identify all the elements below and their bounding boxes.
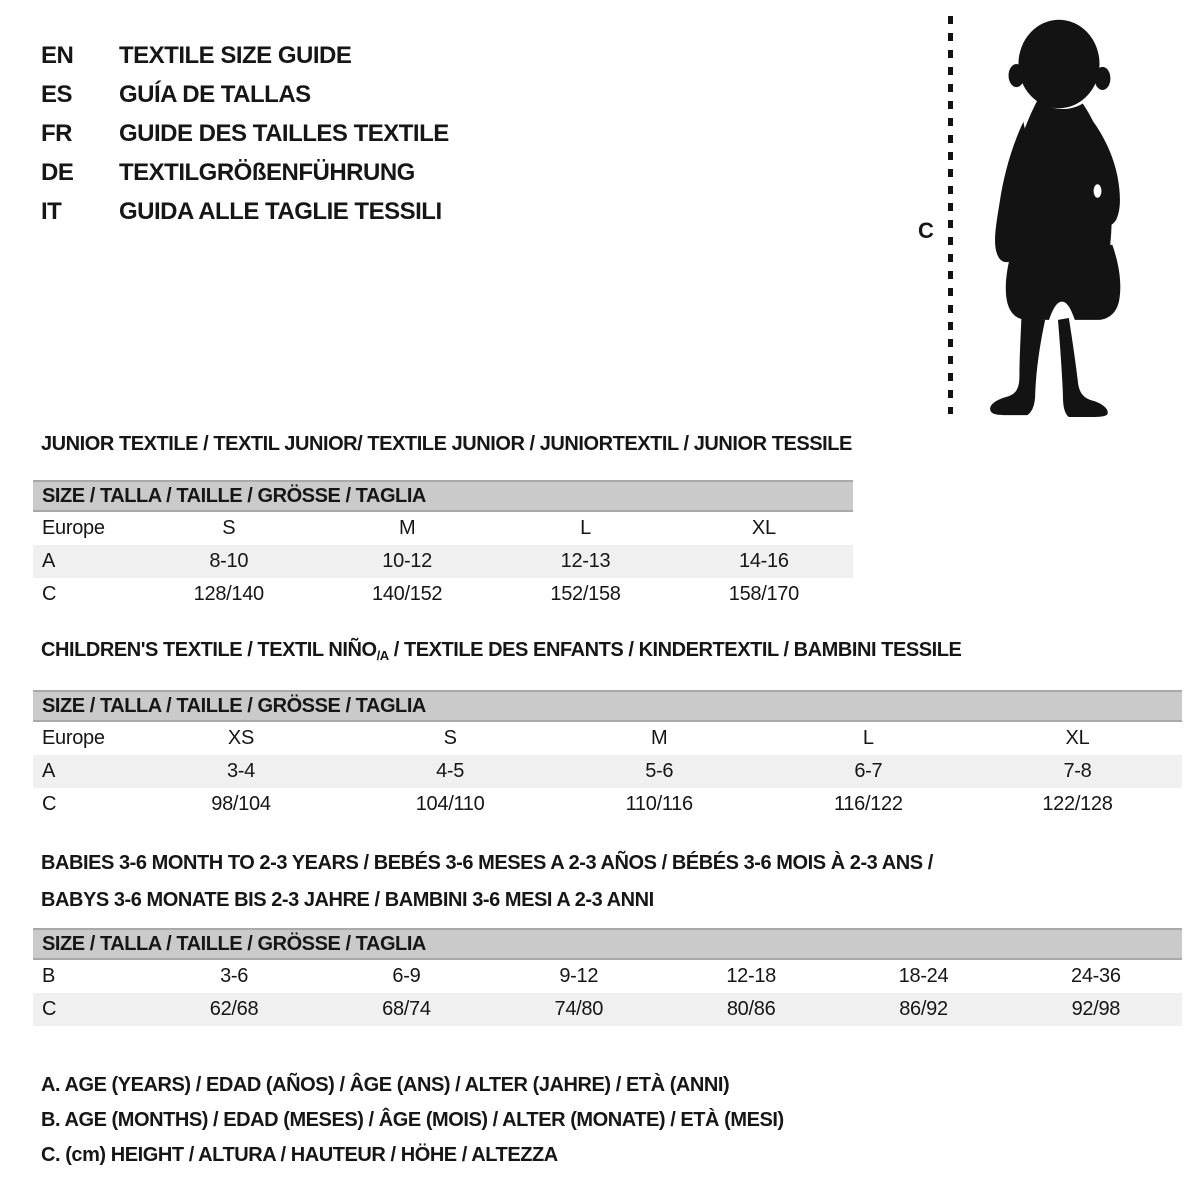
table-cell: 3-6 <box>220 965 249 987</box>
language-label: TEXTILE SIZE GUIDE <box>119 41 352 69</box>
junior-row-a <box>33 545 853 578</box>
legend-line-c: C. (cm) HEIGHT / ALTURA / HAUTEUR / HÖHE / ALTEZZA <box>41 1144 558 1166</box>
children-size-table <box>33 690 1182 821</box>
language-row-fr <box>41 114 449 153</box>
language-code: EN <box>41 41 74 69</box>
babies-row-c <box>33 993 1182 1026</box>
legend <box>41 1068 784 1173</box>
table-cell: 10-12 <box>382 550 432 572</box>
babies-size-table <box>33 928 1182 1026</box>
language-row-en <box>41 36 449 75</box>
children-row-europe <box>33 722 1182 755</box>
table-cell: M <box>398 517 416 539</box>
language-label: GUIDA ALLE TAGLIE TESSILI <box>119 197 442 225</box>
junior-size-table <box>33 480 853 611</box>
table-cell: 12-13 <box>560 550 611 572</box>
table-cell: 18-24 <box>898 965 949 987</box>
legend-line-b: B. AGE (MONTHS) / EDAD (MESES) / ÂGE (MOIS) / ALTER (MONATE) / ETÀ (MESI) <box>41 1109 784 1131</box>
row-label: C <box>42 583 57 605</box>
babies-row-b <box>33 960 1182 993</box>
table-cell: 7-8 <box>1063 760 1092 782</box>
junior-size-header-bar: SIZE / TALLA / TAILLE / GRÖSSE / TAGLIA <box>33 480 853 512</box>
language-row-it <box>41 192 449 231</box>
row-label: B <box>42 965 56 987</box>
table-cell: S <box>443 727 457 749</box>
table-cell: M <box>651 727 668 749</box>
table-cell: 6-9 <box>392 965 421 987</box>
table-cell: 3-4 <box>226 760 255 782</box>
table-cell: 12-18 <box>726 965 776 987</box>
table-cell: 4-5 <box>436 760 465 782</box>
junior-section-title: JUNIOR TEXTILE / TEXTIL JUNIOR/ TEXTILE JUNIOR / JUNIORTEXTIL / JUNIOR TESSILE <box>41 433 852 455</box>
children-title-suffix: / TEXTILE DES ENFANTS / KINDERTEXTIL / BAMBINI TESSILE <box>388 639 962 661</box>
row-label: Europe <box>42 517 105 539</box>
junior-row-europe <box>33 512 853 545</box>
table-cell: 68/74 <box>382 998 431 1020</box>
table-cell: 128/140 <box>193 583 264 605</box>
table-cell: 5-6 <box>645 760 674 782</box>
row-label: A <box>42 760 56 782</box>
language-label: GUÍA DE TALLAS <box>119 80 311 108</box>
language-label: TEXTILGRÖßENFÜHRUNG <box>119 158 415 186</box>
language-code: IT <box>41 197 62 225</box>
babies-title-line1: BABIES 3-6 MONTH TO 2-3 YEARS / BEBÉS 3-6 MESES A 2-3 AÑOS / BÉBÉS 3-6 MOIS À 2-3 ANS / <box>41 852 933 874</box>
table-cell: 24-36 <box>1071 965 1121 987</box>
language-row-de <box>41 153 449 192</box>
language-code: FR <box>41 119 72 147</box>
row-label: A <box>42 550 56 572</box>
table-cell: 8-10 <box>209 550 249 572</box>
children-row-a <box>33 755 1182 788</box>
table-cell: 9-12 <box>559 965 599 987</box>
table-cell: 110/116 <box>625 793 693 815</box>
legend-line-a: A. AGE (YEARS) / EDAD (AÑOS) / ÂGE (ANS) / ALTER (JAHRE) / ETÀ (ANNI) <box>41 1074 730 1096</box>
babies-size-header-bar: SIZE / TALLA / TAILLE / GRÖSSE / TAGLIA <box>33 928 1182 960</box>
height-measure-dotted-line <box>948 16 953 414</box>
children-section-title <box>41 639 961 663</box>
table-cell: XL <box>1065 727 1090 749</box>
table-cell: 116/122 <box>833 793 903 815</box>
children-title-subscript: /A <box>376 648 389 663</box>
table-cell: 140/152 <box>372 583 443 605</box>
language-label: GUIDE DES TAILLES TEXTILE <box>119 119 449 147</box>
babies-section-title <box>41 845 933 919</box>
children-row-c <box>33 788 1182 821</box>
table-cell: 14-16 <box>739 550 789 572</box>
table-cell: 98/104 <box>211 793 271 815</box>
table-cell: 92/98 <box>1071 998 1121 1020</box>
junior-row-c <box>33 578 853 611</box>
table-cell: 86/92 <box>899 998 948 1020</box>
table-cell: 62/68 <box>209 998 259 1020</box>
row-label: C <box>42 998 57 1020</box>
table-cell: 152/158 <box>550 583 621 605</box>
language-row-es <box>41 75 449 114</box>
height-measure-label: C <box>918 218 934 243</box>
toddler-silhouette-icon <box>968 14 1146 418</box>
row-label: C <box>42 793 57 815</box>
language-code: DE <box>41 158 74 186</box>
table-cell: 74/80 <box>554 998 604 1020</box>
table-cell: XS <box>227 727 255 749</box>
children-size-header-bar: SIZE / TALLA / TAILLE / GRÖSSE / TAGLIA <box>33 690 1182 722</box>
table-cell: L <box>862 727 874 749</box>
table-cell: XL <box>751 517 776 539</box>
table-cell: L <box>580 517 591 539</box>
table-cell: 6-7 <box>854 760 883 782</box>
row-label: Europe <box>42 727 105 749</box>
babies-title-line2: BABYS 3-6 MONATE BIS 2-3 JAHRE / BAMBINI 3-6 MESI A 2-3 ANNI <box>41 889 654 911</box>
table-cell: 80/86 <box>726 998 776 1020</box>
table-cell: 158/170 <box>728 583 799 605</box>
language-code: ES <box>41 80 73 108</box>
language-header <box>41 36 449 231</box>
children-title-prefix: CHILDREN'S TEXTILE / TEXTIL NIÑO <box>41 639 377 661</box>
table-cell: S <box>222 517 236 539</box>
table-cell: 104/110 <box>415 793 485 815</box>
table-cell: 122/128 <box>1042 793 1113 815</box>
